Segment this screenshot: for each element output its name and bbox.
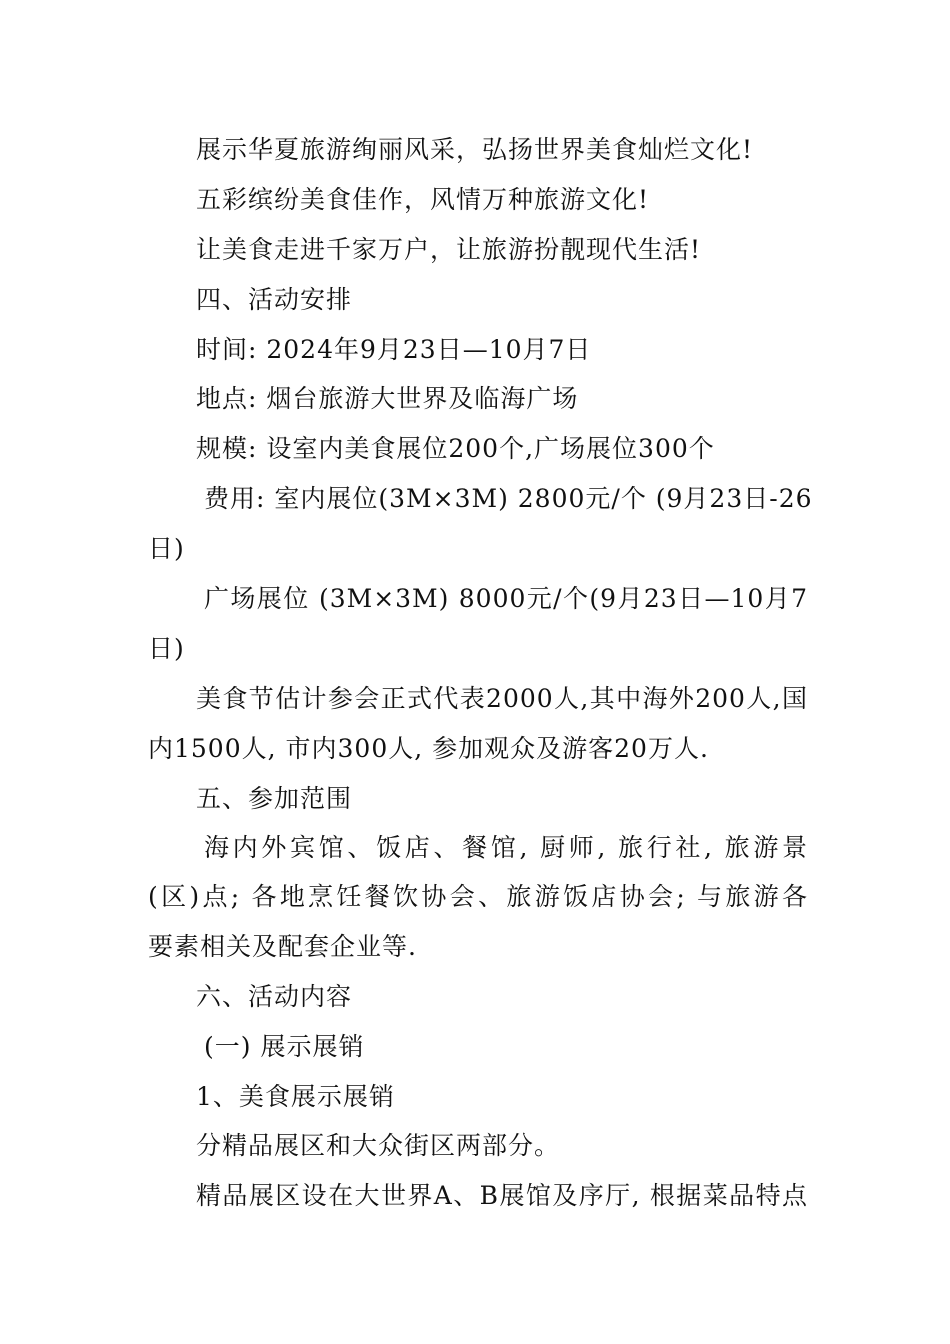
premium-zone-line: 精品展区设在大世界A、B展馆及序厅, 根据菜品特点: [196, 1181, 808, 1210]
section-heading-scope: 五、参加范围: [196, 784, 353, 813]
item-heading-food-exhibition: 1、美食展示展销: [196, 1082, 395, 1111]
scope-line-1: 海内外宾馆、饭店、餐馆, 厨师, 旅行社, 旅游景: [204, 833, 808, 862]
plaza-fee-line-1: 广场展位 (3M×3M) 8000元/个(9月23日—10月7: [204, 584, 808, 613]
attendance-line-1: 美食节估计参会正式代表2000人,其中海外200人,国: [196, 684, 808, 713]
slogan-line-3: 让美食走进千家万户，让旅游扮靓现代生活!: [196, 235, 702, 264]
scope-line-3: 要素相关及配套企业等.: [148, 932, 417, 961]
fee-line-1: 费用: 室内展位(3M×3M) 2800元/个 (9月23日-26: [204, 484, 813, 513]
subsection-heading-exhibition: (一) 展示展销: [204, 1032, 365, 1061]
time-line: 时间: 2024年9月23日—10月7日: [196, 335, 592, 364]
scale-line: 规模: 设室内美食展位200个,广场展位300个: [196, 434, 715, 463]
attendance-line-2: 内1500人, 市内300人, 参加观众及游客20万人.: [148, 734, 709, 763]
slogan-line-2: 五彩缤纷美食佳作，风情万种旅游文化!: [196, 185, 650, 214]
location-line: 地点: 烟台旅游大世界及临海广场: [196, 384, 579, 413]
slogan-line-1: 展示华夏旅游绚丽风采，弘扬世界美食灿烂文化!: [196, 135, 754, 164]
zones-line: 分精品展区和大众街区两部分。: [196, 1131, 561, 1160]
plaza-fee-line-2: 日): [148, 634, 185, 663]
section-heading-content: 六、活动内容: [196, 982, 353, 1011]
fee-line-2: 日): [148, 534, 185, 563]
scope-line-2: (区)点; 各地烹饪餐饮协会、旅游饭店协会; 与旅游各: [148, 882, 808, 911]
section-heading-activity-arrangement: 四、活动安排: [196, 285, 353, 314]
